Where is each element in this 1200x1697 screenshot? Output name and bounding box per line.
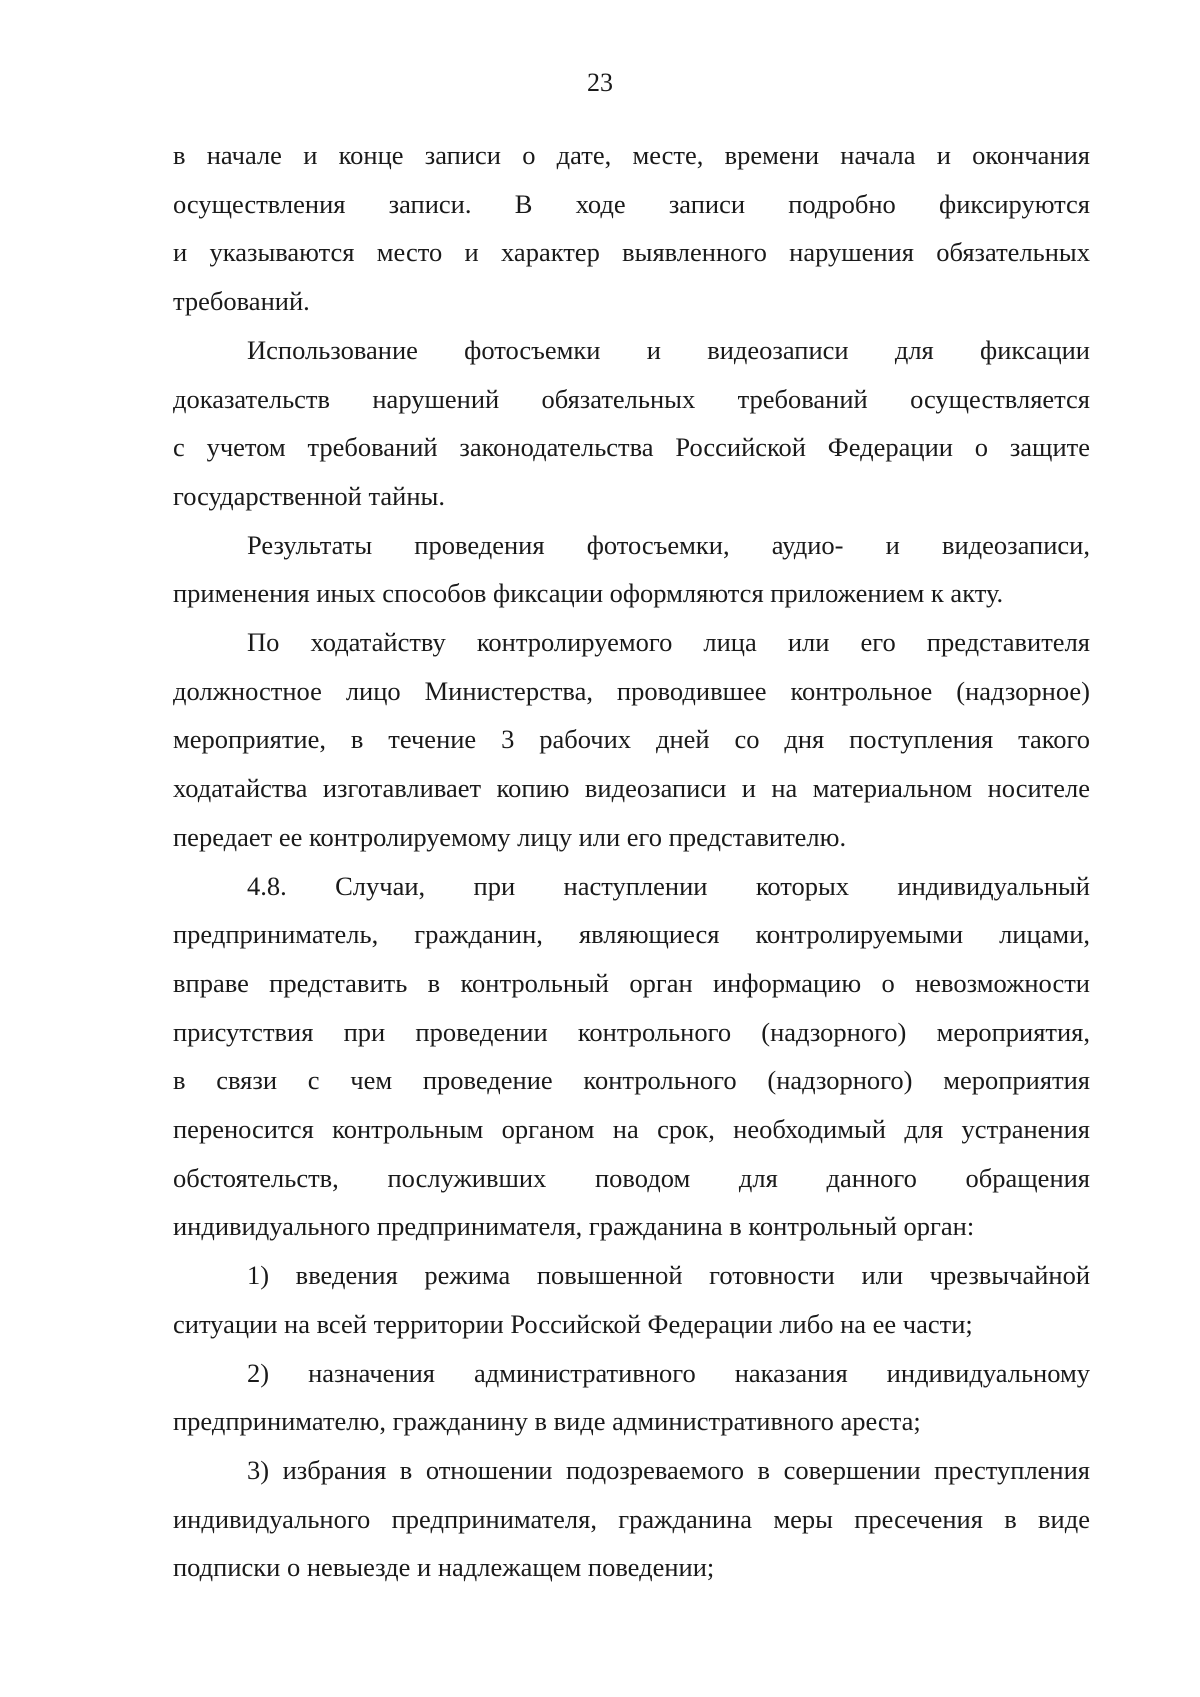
text-line: По ходатайству контролируемого лица или его представителя	[247, 627, 1090, 658]
text-line: мероприятие, в течение 3 рабочих дней со дня поступления такого	[173, 724, 1090, 755]
text-line: Использование фотосъемки и видеозаписи для фиксации	[247, 334, 1090, 365]
text-line: 3) избрания в отношении подозреваемого в совершении преступления	[247, 1454, 1090, 1485]
text-line: применения иных способов фиксации оформляются приложением к акту.	[173, 578, 1004, 609]
text-line: предпринимателю, гражданину в виде административного ареста;	[173, 1406, 921, 1437]
page-number: 23	[587, 68, 613, 97]
text-line: 1) введения режима повышенной готовности или чрезвычайной	[247, 1260, 1090, 1291]
text-line: обстоятельств, послуживших поводом для данного обращения	[173, 1162, 1090, 1193]
text-line: и указываются место и характер выявленного нарушения обязательных	[173, 237, 1090, 268]
paragraph	[173, 521, 1090, 618]
text-line: подписки о невыезде и надлежащем поведении;	[173, 1552, 715, 1583]
text-line: предприниматель, гражданин, являющиеся контролируемыми лицами,	[173, 919, 1090, 950]
text-line: вправе представить в контрольный орган информацию о невозможности	[173, 967, 1090, 998]
paragraph	[173, 1349, 1090, 1446]
text-line: с учетом требований законодательства Российской Федерации о защите	[173, 432, 1090, 463]
text-line: присутствия при проведении контрольного (надзорного) мероприятия,	[173, 1016, 1090, 1047]
text-line: 2) назначения административного наказания индивидуальному	[247, 1357, 1090, 1388]
text-line: индивидуального предпринимателя, гражданина меры пресечения в виде	[173, 1503, 1090, 1534]
text-line: ситуации на всей территории Российской Федерации либо на ее части;	[173, 1308, 973, 1339]
text-line: переносится контрольным органом на срок, необходимый для устранения	[173, 1114, 1090, 1145]
document-body	[173, 131, 1090, 1592]
paragraph	[173, 862, 1090, 1252]
text-line: индивидуального предпринимателя, гражданина в контрольный орган:	[173, 1211, 975, 1242]
paragraph	[173, 1251, 1090, 1348]
text-line: ходатайства изготавливает копию видеозаписи и на материальном носителе	[173, 773, 1090, 804]
text-line: передает ее контролируемому лицу или его представителю.	[173, 821, 847, 852]
text-line: в связи с чем проведение контрольного (надзорного) мероприятия	[173, 1065, 1090, 1096]
paragraph	[173, 131, 1090, 326]
text-line: Результаты проведения фотосъемки, аудио- и видеозаписи,	[247, 529, 1090, 560]
text-line: требований.	[173, 286, 310, 317]
text-line: должностное лицо Министерства, проводившее контрольное (надзорное)	[173, 675, 1090, 706]
text-line: государственной тайны.	[173, 480, 445, 511]
paragraph	[173, 618, 1090, 862]
text-line: 4.8. Случаи, при наступлении которых индивидуальный	[247, 870, 1090, 901]
paragraph	[173, 326, 1090, 521]
text-line: доказательств нарушений обязательных требований осуществляется	[173, 383, 1090, 414]
text-line: осуществления записи. В ходе записи подробно фиксируются	[173, 188, 1090, 219]
text-line: в начале и конце записи о дате, месте, времени начала и окончания	[173, 140, 1090, 170]
paragraph	[173, 1446, 1090, 1592]
